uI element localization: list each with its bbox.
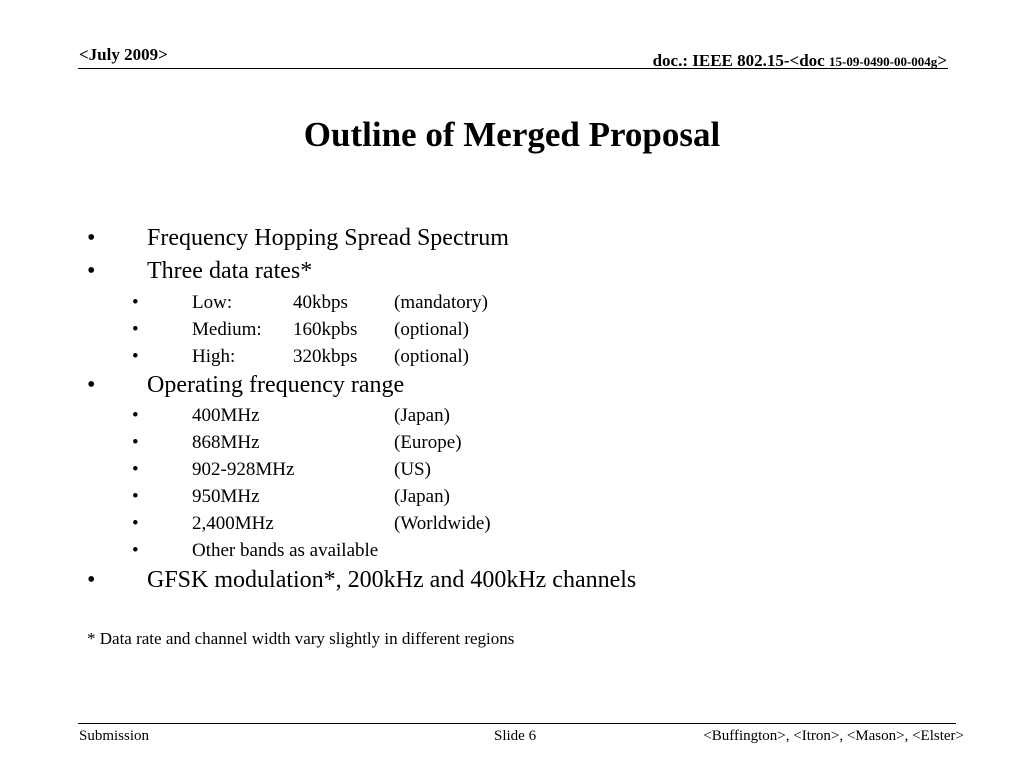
- sub-bullet-marker: •: [132, 432, 139, 453]
- footnote: * Data rate and channel width vary slightly in different regions: [87, 629, 515, 648]
- band-region: (Japan): [394, 405, 450, 426]
- bullet-item: Three data rates*: [147, 258, 313, 284]
- sub-bullet-marker: •: [132, 486, 139, 507]
- header-divider: [78, 68, 948, 69]
- band-region: (Japan): [394, 486, 450, 507]
- bullet-item: Operating frequency range: [147, 372, 405, 398]
- sub-bullet-marker: •: [132, 319, 139, 340]
- sub-bullet-marker: •: [132, 540, 139, 561]
- band-frequency: 902-928MHz: [192, 459, 295, 480]
- slide-number: Slide 6: [494, 728, 537, 744]
- header-date: <July 2009>: [79, 45, 168, 64]
- footer-authors: <Buffington>, <Itron>, <Mason>, <Elster>: [703, 728, 964, 744]
- sub-bullet-marker: •: [132, 346, 139, 367]
- bullet-marker: •: [87, 258, 96, 284]
- rate-note: (optional): [394, 319, 469, 340]
- rate-label: Medium:: [192, 319, 262, 340]
- bullet-item: GFSK modulation*, 200kHz and 400kHz channels: [147, 567, 637, 593]
- bullet-item: Frequency Hopping Spread Spectrum: [147, 225, 509, 251]
- header-doc-prefix: doc.: IEEE 802.15-<doc: [652, 51, 829, 70]
- sub-bullet-marker: •: [132, 292, 139, 313]
- footer-divider: [78, 723, 956, 724]
- bullet-marker: •: [87, 567, 96, 593]
- rate-value: 320kbps: [293, 346, 358, 367]
- footer-submission: Submission: [79, 728, 150, 744]
- band-frequency: 950MHz: [192, 486, 260, 507]
- rate-note: (optional): [394, 346, 469, 367]
- band-region: (Worldwide): [394, 513, 491, 534]
- bullet-marker: •: [87, 372, 96, 398]
- bullet-marker: •: [87, 225, 96, 251]
- band-frequency: 2,400MHz: [192, 513, 274, 534]
- header-doc-number: 15-09-0490-00-004g: [828, 54, 938, 69]
- rate-label: Low:: [192, 292, 233, 313]
- slide-title: Outline of Merged Proposal: [303, 115, 721, 154]
- rate-value: 160kpbs: [293, 319, 358, 340]
- rate-note: (mandatory): [394, 292, 488, 313]
- sub-bullet-marker: •: [132, 405, 139, 426]
- sub-bullet-marker: •: [132, 459, 139, 480]
- rate-label: High:: [192, 346, 236, 367]
- band-frequency: 400MHz: [192, 405, 260, 426]
- sub-bullet-marker: •: [132, 513, 139, 534]
- band-frequency: Other bands as available: [192, 540, 379, 561]
- band-frequency: 868MHz: [192, 432, 260, 453]
- rate-value: 40kbps: [293, 292, 348, 313]
- header-doc-suffix: >: [937, 51, 947, 70]
- band-region: (US): [394, 459, 431, 480]
- band-region: (Europe): [394, 432, 462, 453]
